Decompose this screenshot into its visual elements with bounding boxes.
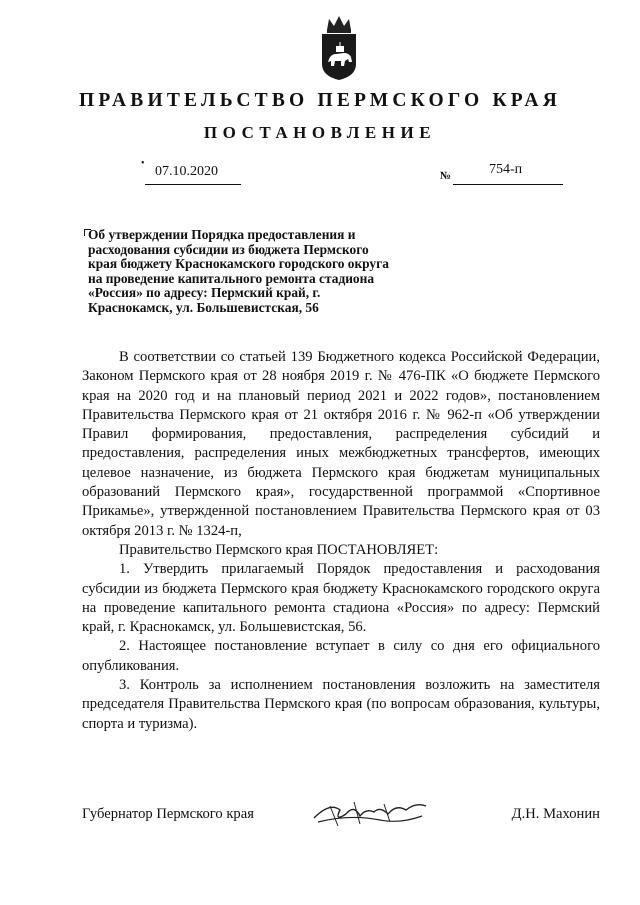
number-value: 754-п [489, 162, 523, 177]
item-1-paragraph: 1. Утвердить прилагаемый Порядок предоставления и расходования субсидии из бюджета Пермского края бюджету Краснокамского городского округа на проведение капитального ремонта стадиона «Россия» по адресу: Пермский край, г. Краснокамск, ул. Большевистская, 56. [82, 561, 600, 636]
number-sign: № [440, 170, 452, 182]
date-value: 07.10.2020 [155, 164, 218, 179]
signatory-position: Губернатор Пермского края [82, 806, 254, 822]
document-subject: Об утверждении Порядка предоставления и расходования субсидии из бюджета Пермского края бюджету Краснокамского городского округа на проведение капитального ремонта стадиона «Россия» по адресу: Пермский край, г. Краснокамск, ул. Большевистская, 56 [88, 227, 389, 315]
document-type: ПОСТАНОВЛЕНИЕ [203, 123, 437, 142]
date-field [145, 164, 241, 185]
item-2-paragraph: 2. Настоящее постановление вступает в силу со дня его официального опубликования. [82, 638, 600, 674]
resolves-paragraph: Правительство Пермского края ПОСТАНОВЛЯЕТ: [119, 541, 439, 558]
document-body [82, 348, 600, 734]
coat-of-arms-icon [318, 14, 360, 82]
government-title: ПРАВИТЕЛЬСТВО ПЕРМСКОГО КРАЯ [79, 90, 561, 111]
signatory-name: Д.Н. Махонин [511, 806, 600, 822]
date-tick-mark: • [141, 158, 145, 169]
number-field [453, 164, 563, 185]
item-3-paragraph: 3. Контроль за исполнением постановления возложить на заместителя председателя Правительства Пермского края (по вопросам образования, культуры, спорта и туризма). [82, 677, 600, 732]
preamble-paragraph: В соответствии со статьей 139 Бюджетного кодекса Российской Федерации, Законом Пермского края от 28 ноября 2019 г. № 476-ПК «О бюджете Пермского края на 2020 год и на плановый период 2021 и 2022 годов», постановлением Правительства Пермского края от 21 октября 2016 г. № 962-п «Об утверждении Правил формирования, предоставления, распределения субсидий и предоставления, распределения иных межбюджетных трансфертов, имеющих целевое назначение, из бюджета Пермского края бюджетам муниципальных образований Пермского края», государственной программой «Спортивное Прикамье», утвержденной постановлением Правительства Пермского края от 03 октября 2013 г. № 1324-п, [82, 349, 600, 539]
handwritten-signature [310, 792, 430, 832]
signature-block [82, 806, 600, 836]
